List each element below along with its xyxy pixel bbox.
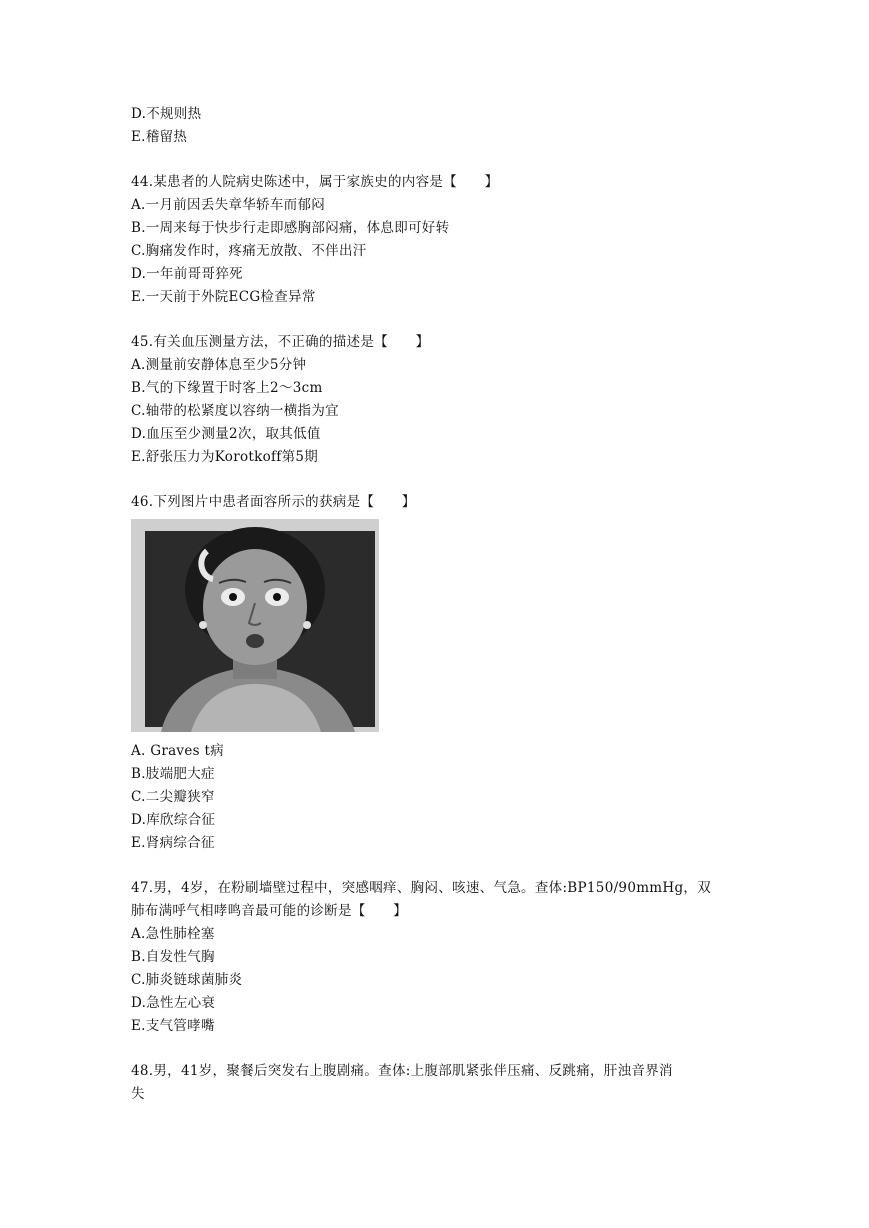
q45-option-e: E.舒张压力为Korotkoff第5期 (131, 449, 319, 465)
q44-option-b: B.一周来每于快步行走即感胸部闷痛，体息即可好转 (131, 220, 450, 236)
q47-option-d: D.急性左心衰 (131, 995, 216, 1011)
q47-option-b: B.自发性气胸 (131, 949, 215, 965)
q44-option-d: D.一年前哥哥猝死 (131, 266, 243, 282)
question-47-stem-line2: 肺布满呼气相哮鸣音最可能的诊断是【 】 (131, 903, 407, 919)
q47-option-a: A.急性肺栓塞 (131, 926, 215, 942)
q45-option-a: A.测量前安静体息至少5分钟 (131, 357, 307, 373)
question-47-stem-line1: 47.男，4岁，在粉刷墙壁过程中，突感咽痒、胸闷、咳速、气急。查体:BP150/90mmHg，双 (131, 880, 712, 896)
q46-option-a: A. Graves t病 (131, 743, 224, 759)
question-44-stem: 44.某患者的人院病史陈述中，属于家族史的内容是【 】 (131, 174, 499, 190)
q46-option-e: E.肾病综合征 (131, 835, 215, 851)
q47-option-c: C.肺炎链球菌肺炎 (131, 972, 243, 988)
exam-page (131, 103, 751, 1106)
option-e: E.稽留热 (131, 129, 188, 145)
q45-option-b: B.气的下缘置于时客上2～3cm (131, 380, 323, 396)
q44-option-a: A.一月前因丢失章华轿车而郁闷 (131, 197, 326, 213)
patient-face-photo (131, 519, 379, 732)
q46-option-c: C.二尖瓣狭窄 (131, 789, 215, 805)
option-d: D.不规则热 (131, 106, 202, 122)
question-46-stem: 46.下列图片中患者面容所示的获病是【 】 (131, 494, 416, 510)
q45-option-d: D.血压至少测量2次，取其低值 (131, 426, 321, 442)
q46-option-d: D.库欣综合征 (131, 812, 216, 828)
q46-option-b: B.肢端肥大症 (131, 766, 215, 782)
question-48-stem-line1: 48.男，41岁，聚餐后突发右上腹剧痛。查体:上腹部肌紧张伴压痛、反跳痛，肝浊音界消 (131, 1063, 673, 1079)
q44-option-c: C.胸痛发作时，疼痛无放散、不伴出汗 (131, 243, 367, 259)
q44-option-e: E.一天前于外院ECG检查异常 (131, 289, 316, 305)
q45-option-c: C.轴带的松紧度以容纳一横指为宜 (131, 403, 339, 419)
question-48-stem-line2: 失 (131, 1086, 145, 1102)
question-45-stem: 45.有关血压测量方法，不正确的描述是【 】 (131, 334, 430, 350)
q47-option-e: E.支气管哮嘴 (131, 1018, 215, 1034)
